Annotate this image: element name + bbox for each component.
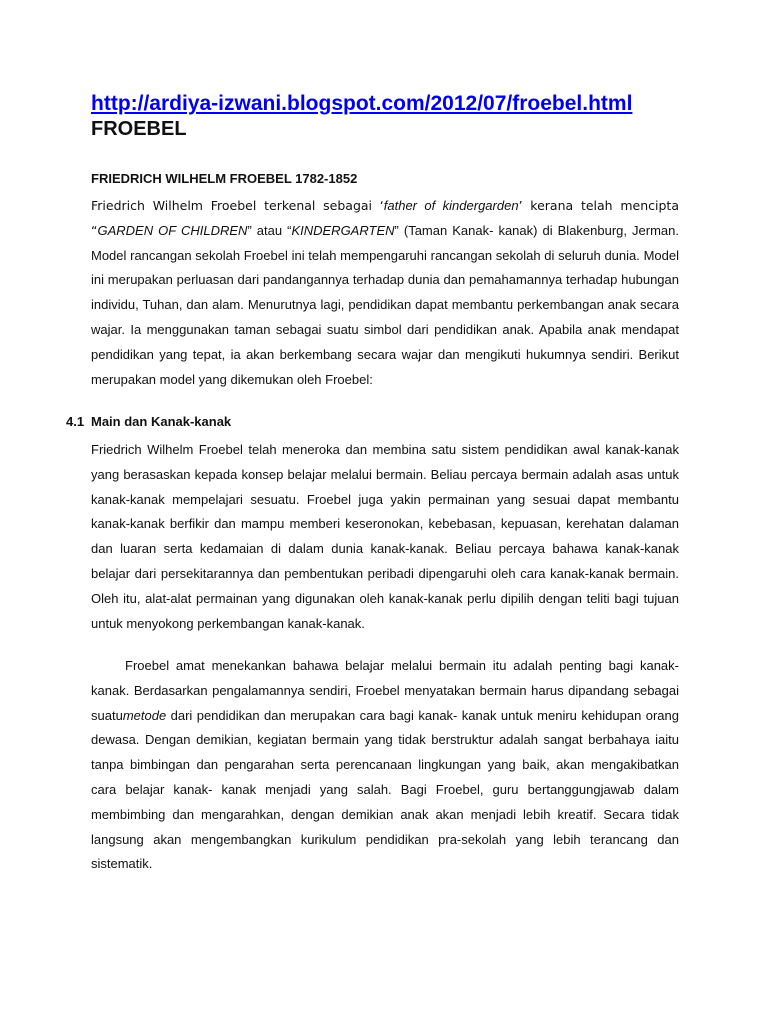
intro-paragraph	[91, 194, 679, 392]
intro-text-1: Friedrich Wilhelm Froebel terkenal sebagai ‘	[91, 198, 384, 213]
page-title: FROEBEL	[91, 118, 187, 140]
intro-text-3: ” atau “	[247, 222, 292, 238]
section-number: 4.1	[66, 414, 85, 429]
intro-text-4: ” (Taman Kanak- kanak) di Blakenburg, Jerman. Model rancangan sekolah Froebel ini telah mempengaruhi rancangan sekolah di seluruh dunia. Model ini merupakan perluasan dari pandangannya terhadap dunia dan pemahamannya terhadap hubungan individu, Tuhan, dan alam. Menurutnya lagi, pendidikan dapat membantu perkembangan anak secara wajar. Ia menggunakan taman sebagai suatu simbol dari pendidikan anak. Apabila anak mendapat pendidikan yang tepat, ia akan berkembang secara wajar dan mengikuti hukumnya sendiri. Berikut merupakan model yang dikemukan oleh Froebel:	[91, 222, 680, 387]
para3-italic-metode: metode	[122, 707, 167, 723]
body-paragraph-2	[91, 654, 679, 877]
section-title: Main dan Kanak-kanak	[91, 414, 232, 429]
intro-italic-garden-of-children: GARDEN OF CHILDREN	[97, 222, 248, 238]
intro-italic-father-of-kindergarden: father of kindergarden	[383, 198, 519, 213]
intro-italic-kindergarten: KINDERGARTEN	[291, 222, 395, 238]
para3-text-1: Froebel amat menekankan bahawa belajar melalui bermain itu adalah penting bagi kanak-kanak. Berdasarkan pengalamannya sendiri, Froebel menyatakan bermain harus dipandang sebagai suatu	[91, 658, 679, 723]
body-paragraph-1: Friedrich Wilhelm Froebel telah meneroka dan membina satu sistem pendidikan awal kanak-kanak yang berasaskan kepada konsep belajar melalui bermain. Beliau percaya bermain adalah asas untuk kanak-kanak mempelajari sesuatu. Froebel juga yakin permainan yang sesuai dapat membantu kanak-kanak berfikir dan mampu memberi keseronokan, kebebasan, kepuasan, kerehatan dalaman dan luaran serta kedamaian di dalam dunia kanak-kanak. Beliau percaya bahawa kanak-kanak belajar dari persekitarannya dan pembentukan peribadi dipengaruhi oleh cara kanak-kanak bermain. Oleh itu, alat-alat permainan yang digunakan oleh kanak-kanak perlu dipilih dengan teliti bagi tujuan untuk menyokong perkembangan kanak-kanak.	[91, 442, 679, 631]
source-link[interactable]: http://ardiya-izwani.blogspot.com/2012/07/froebel.html	[91, 92, 633, 115]
para3-text-2: dari pendidikan dan merupakan cara bagi kanak- kanak untuk meniru kehidupan orang dewasa. Dengan demikian, kegiatan bermain yang tidak berstruktur adalah sangat berbahaya iaitu tanpa bimbingan dan pengarahan serta perencanaan lingkungan yang baik, akan mengakibatkan cara belajar kanak- kanak menjadi yang salah. Bagi Froebel, guru bertanggungjawab dalam membimbing dan mengarahkan, dengan demikian anak akan menjadi lebih kreatif. Secara tidak langsung akan mengembangkan kurikulum pendidikan pra-sekolah yang lebih terancang dan sistematik.	[91, 707, 679, 872]
article-subtitle: FRIEDRICH WILHELM FROEBEL 1782-1852	[91, 171, 358, 186]
intro-text-2: ’ kerana telah mencipta “	[91, 198, 679, 238]
section-heading	[66, 414, 231, 429]
